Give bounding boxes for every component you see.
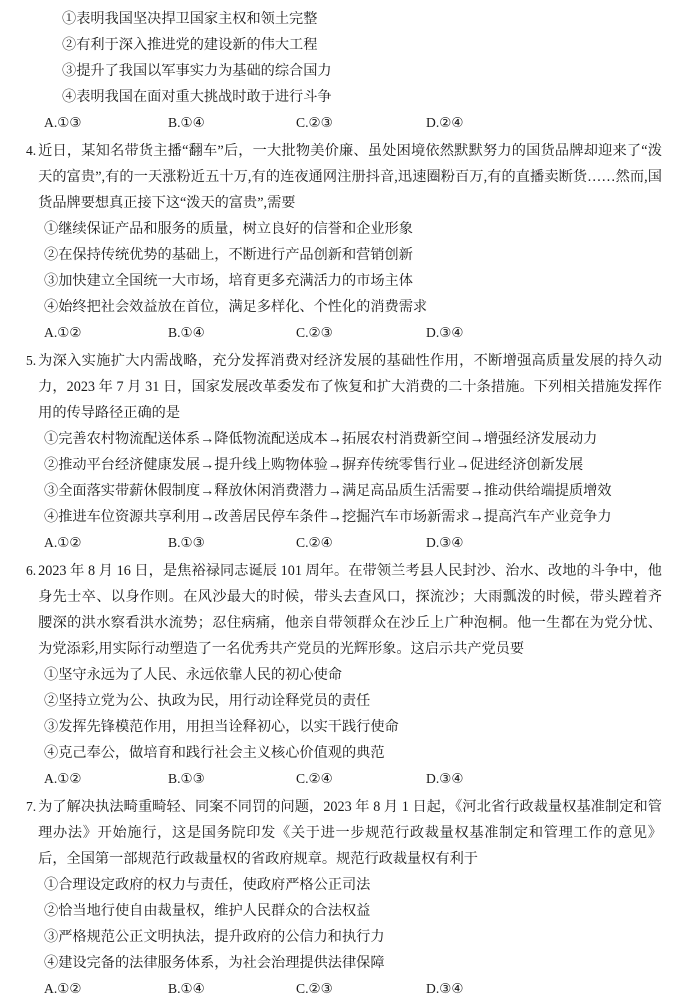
option-item: ③严格规范公正文明执法，提升政府的公信力和执行力: [44, 929, 385, 945]
choice-row: [26, 320, 662, 346]
option-item: ④表明我国在面对重大挑战时敢于进行斗争: [62, 89, 332, 105]
option-item: ④克己奉公，做培育和践行社会主义核心价值观的典范: [44, 745, 385, 761]
question-number: 5.: [26, 353, 37, 368]
choice-a: A.①③: [44, 115, 82, 130]
choice-c: C.②③: [296, 981, 333, 996]
option-item: ②在保持传统优势的基础上，不断进行产品创新和营销创新: [44, 247, 413, 263]
choice-d: D.③④: [426, 981, 464, 996]
option-list: [26, 6, 662, 110]
choice-d: D.③④: [426, 535, 464, 550]
question-block: [26, 794, 662, 1002]
option-item: ③发挥先锋模范作用，用担当诠释初心，以实干践行使命: [44, 719, 399, 735]
option-item: ④建设完备的法律服务体系，为社会治理提供法律保障: [44, 955, 385, 971]
question-number: 4.: [26, 143, 37, 158]
choice-row: [26, 766, 662, 792]
option-list: [26, 662, 662, 766]
question-stem: 2023 年 8 月 16 日，是焦裕禄同志诞辰 101 周年。在带领兰考县人民封沙、治水、改地的斗争中，他身先士卒、以身作则。在风沙最大的时候，带头去查风口，探流沙；大雨瓢泼的时候，带头蹚着齐腰深的洪水察看洪水流势；忍住病痛，他亲自带领群众在沙丘上广种泡桐。他一生都在为党分忧、为党添彩,用实际行动塑造了一名优秀共产党员的光辉形象。这启示共产党员要: [38, 563, 662, 657]
choice-b: B.①③: [168, 771, 205, 786]
choice-a: A.①②: [44, 325, 82, 340]
choice-b: B.①④: [168, 115, 205, 130]
option-list: [26, 426, 662, 530]
choice-d: D.②④: [426, 115, 464, 130]
option-item: ①坚守永远为了人民、永远依靠人民的初心使命: [44, 667, 342, 683]
option-item: ②恰当地行使自由裁量权，维护人民群众的合法权益: [44, 903, 371, 919]
option-item: ③全面落实带薪休假制度→释放休闲消费潜力→满足高品质生活需要→推动供给端提质增效: [44, 483, 612, 499]
choice-c: C.②④: [296, 535, 333, 550]
question-number: 7.: [26, 799, 37, 814]
choice-b: B.①③: [168, 535, 205, 550]
choice-c: C.②④: [296, 771, 333, 786]
option-item: ②推动平台经济健康发展→提升线上购物体验→摒弃传统零售行业→促进经济创新发展: [44, 457, 584, 473]
choice-a: A.①②: [44, 981, 82, 996]
option-item: ②有利于深入推进党的建设新的伟大工程: [62, 37, 318, 53]
question-block: [26, 6, 662, 136]
option-item: ④始终把社会效益放在首位，满足多样化、个性化的消费需求: [44, 299, 428, 315]
choice-row: [26, 976, 662, 1002]
question-block: [26, 138, 662, 346]
question-stem: 为深入实施扩大内需战略，充分发挥消费对经济发展的基础性作用，不断增强高质量发展的持久动力，2023 年 7 月 31 日，国家发展改革委发布了恢复和扩大消费的二十条措施。下列相关措施发挥作用的传导路径正确的是: [38, 353, 662, 421]
choice-d: D.③④: [426, 325, 464, 340]
option-item: ①合理设定政府的权力与责任，使政府严格公正司法: [44, 877, 371, 893]
option-item: ②坚持立党为公、执政为民，用行动诠释党员的责任: [44, 693, 371, 709]
option-item: ③提升了我国以军事实力为基础的综合国力: [62, 63, 332, 79]
option-list: [26, 216, 662, 320]
choice-c: C.②③: [296, 325, 333, 340]
question-block: [26, 558, 662, 792]
question-number: 6.: [26, 563, 37, 578]
option-item: ①继续保证产品和服务的质量，树立良好的信誉和企业形象: [44, 221, 413, 237]
choice-d: D.③④: [426, 771, 464, 786]
choice-a: A.①②: [44, 535, 82, 550]
choice-b: B.①④: [168, 325, 205, 340]
choice-a: A.①②: [44, 771, 82, 786]
question-stem: 近日，某知名带货主播“翻车”后，一大批物美价廉、虽处困境依然默默努力的国货品牌却迎来了“泼天的富贵”,有的一天涨粉近五十万,有的连夜通网注册抖音,迅速圈粉百万,有的直播卖断货……然而,国货品牌要想真正接下这“泼天的富贵”,需要: [38, 143, 662, 211]
question-block: [26, 348, 662, 556]
option-item: ④推进车位资源共享利用→改善居民停车条件→挖掘汽车市场新需求→提高汽车产业竞争力: [44, 509, 612, 525]
option-item: ③加快建立全国统一大市场，培育更多充满活力的市场主体: [44, 273, 413, 289]
option-item: ①完善农村物流配送体系→降低物流配送成本→拓展农村消费新空间→增强经济发展动力: [44, 431, 598, 447]
option-list: [26, 872, 662, 976]
question-stem: 为了解决执法畸重畸轻、同案不同罚的问题，2023 年 8 月 1 日起，《河北省行政裁量权基准制定和管理办法》开始施行，这是国务院印发《关于进一步规范行政裁量权基准制定和管理工作的意见》后，全国第一部规范行政裁量权的省政府规章。规范行政裁量权有利于: [38, 799, 662, 867]
choice-row: [26, 530, 662, 556]
choice-row: [26, 110, 662, 136]
option-item: ①表明我国坚决捍卫国家主权和领土完整: [62, 11, 318, 27]
choice-c: C.②③: [296, 115, 333, 130]
choice-b: B.①④: [168, 981, 205, 996]
